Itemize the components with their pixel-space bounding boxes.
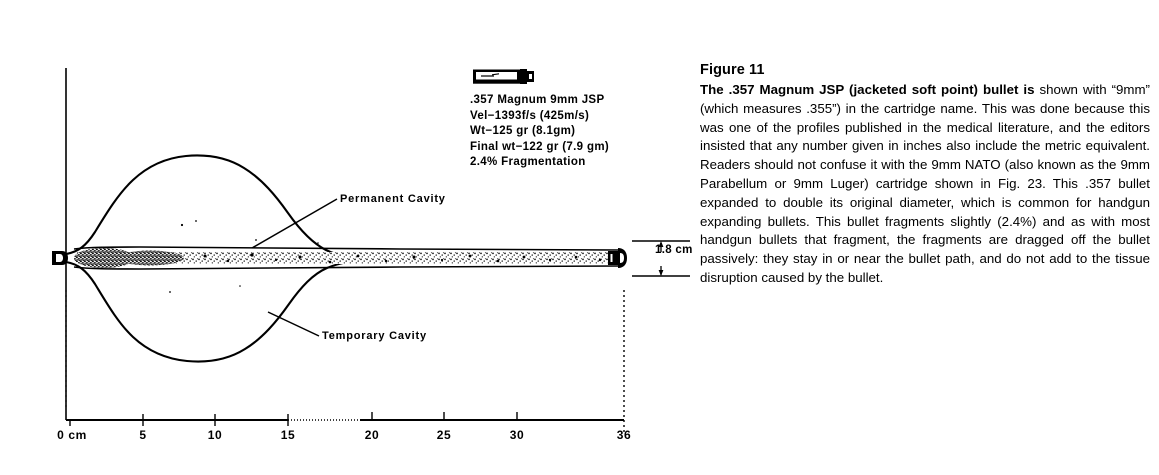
recovered-expanded-bullet-icon (608, 248, 627, 268)
x-tick-label-36: 36 (616, 428, 632, 442)
figure-caption-lead: The .357 Magnum JSP (jacketed soft point) bullet is (700, 82, 1035, 97)
x-tick-label-20: 20 (364, 428, 380, 442)
cartridge-spec-line-5: 2.4% Fragmentation (470, 156, 586, 168)
figure-caption (700, 81, 1150, 288)
cartridge-spec-line-4: Final wt−122 gr (7.9 gm) (470, 140, 610, 153)
permanent-cavity-upper-edge (74, 247, 618, 250)
permanent-cavity-leader-line (252, 199, 337, 248)
figure-heading: Figure 11 (700, 62, 765, 78)
temporary-cavity-label: Temporary Cavity (322, 330, 427, 342)
figure-caption-body: shown with “9mm” (which measures .355”) in the cartridge name. This was done because this was one of the profiles published in the medical literature, and the editors insisted that any number given in inches also include the metric equivalent. Readers should not confuse it with the 9mm NATO (also known as the 9mm Parabellum or 9mm Luger) cartridge shown in Fig. 23. This .357 bullet expanded to double its original diameter, which is common for handgun expanding bullets. This bullet fragments slightly (2.4%) and as with most handgun bullets that fragment, the fragments are dragged off the bullet passively: they stay in or near the bullet path, and do not add to the tissue disruption caused by the bullet. (700, 82, 1150, 285)
x-tick-label-10: 10 (207, 428, 223, 442)
cartridge-spec-block (470, 66, 685, 171)
temporary-cavity-leader-line (268, 312, 319, 336)
temporary-cavity-lower-outline (66, 260, 622, 362)
x-tick-label-15: 15 (280, 428, 296, 442)
entry-bullet-icon (52, 251, 68, 265)
cartridge-spec-line-1: .357 Magnum 9mm JSP (470, 94, 605, 106)
permanent-cavity-label: Permanent Cavity (340, 193, 446, 205)
permanent-cavity-lower-edge (74, 266, 618, 269)
temporary-cavity-upper-outline (66, 156, 622, 260)
x-tick-label-25: 25 (436, 428, 452, 442)
x-tick-label-0: 0 cm (57, 428, 87, 442)
x-tick-label-30: 30 (509, 428, 525, 442)
x-tick-label-5: 5 (139, 428, 147, 442)
figure-text-column (700, 62, 1150, 288)
cartridge-silhouette-icon (472, 66, 536, 87)
fragmentation-cloud-secondary (116, 251, 184, 266)
cartridge-spec-line-2: Vel−1393f/s (425m/s) (470, 109, 590, 122)
cartridge-spec-line-3: Wt−125 gr (8.1gm) (470, 125, 576, 137)
penetration-depth-label: 1.8 cm (655, 244, 693, 256)
